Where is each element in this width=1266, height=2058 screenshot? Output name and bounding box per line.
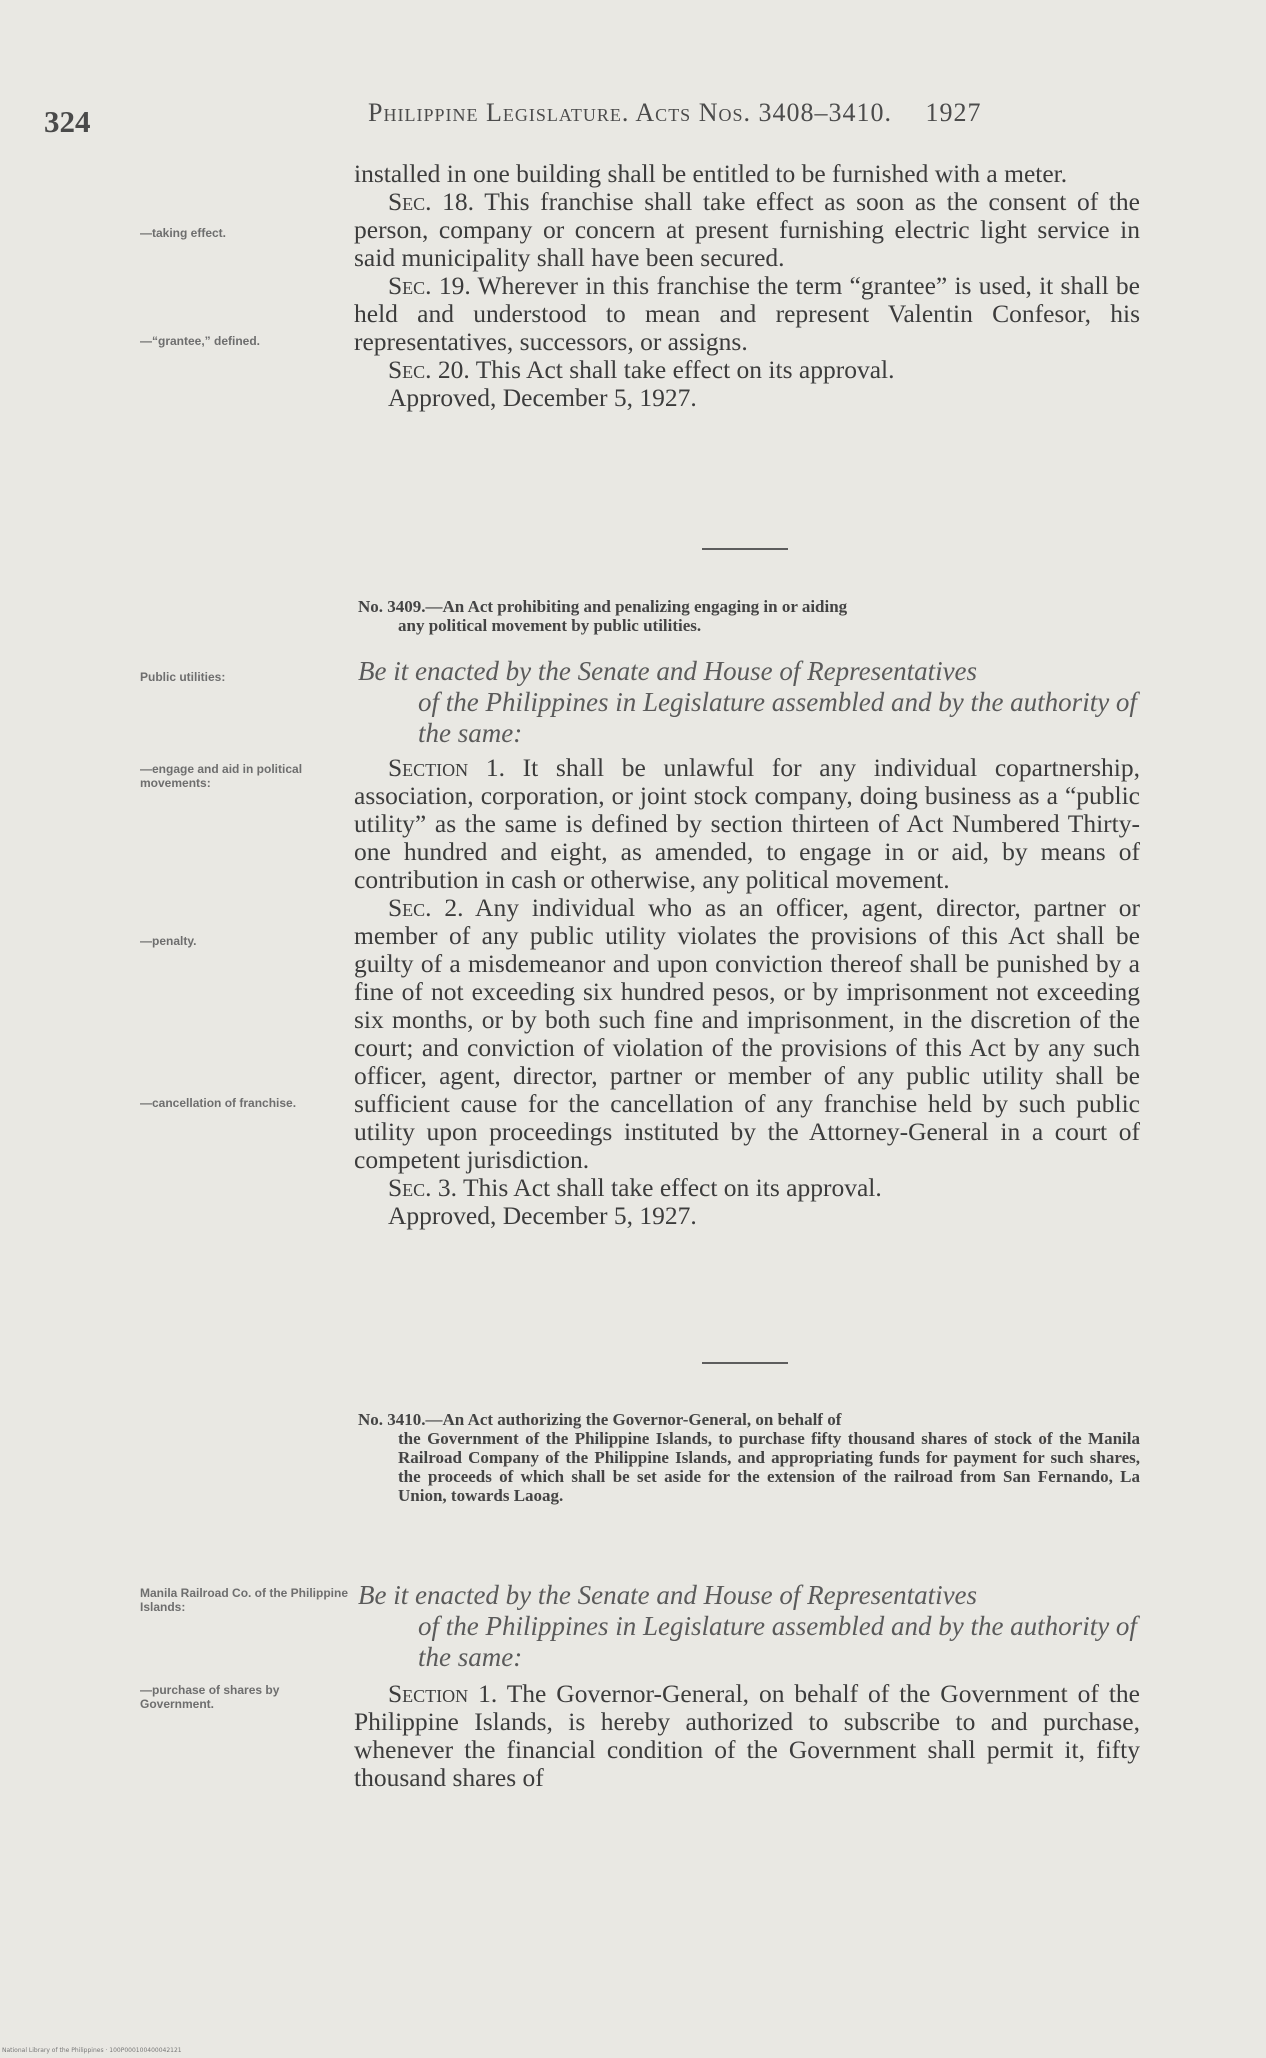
section-divider-1	[702, 548, 788, 550]
running-head-acts: Acts Nos. 3408–3410.	[635, 98, 892, 127]
margin-note-purchase-shares: —purchase of shares by Government.	[140, 1683, 280, 1711]
act-3410-enacting-rest: of the Philippines in Legislature assembled and by the authority of the same:	[418, 1611, 1137, 1672]
sec20-label: Sec. 20.	[388, 355, 470, 384]
act-3410-sec1-label: Section 1.	[388, 1679, 498, 1708]
act-3410-body	[354, 1680, 1140, 1792]
sec18-text: This franchise shall take effect as soon as the consent of the person, company or concern at present furnishing electric light service in said municipality shall have been secured.	[354, 187, 1140, 272]
margin-note-public-utilities: Public utilities:	[140, 670, 226, 684]
running-head	[368, 98, 1128, 128]
act-3409-sec1-text: It shall be unlawful for any individual copartnership, association, corporation, or joint stock company, doing business as a “public utility” as the same is defined by section thirteen of Act Numbered Thirty-one hundred and eight, as amended, to engage in or aid, by means of contribution in cash or otherwise, any political movement.	[354, 753, 1141, 894]
running-head-title: Philippine Legislature.	[368, 98, 630, 127]
act-3410-heading	[358, 1410, 1140, 1505]
margin-note-taking-effect: —taking effect.	[140, 226, 227, 240]
act-3409-enacting-clause	[358, 656, 1140, 749]
act-3410-heading-rest: the Government of the Philippine Islands, to purchase fifty thousand shares of stock of the Manila Railroad Company of the Philippine Islands, and appropriating funds for payment for such shares, the proceeds of which shall be set aside for the extension of the railroad from San Fernando, La Union, towards Laoag.	[398, 1429, 1140, 1505]
act-3410-enacting-first: Be it enacted by the Senate and House of Representatives	[358, 1580, 978, 1610]
section-divider-2	[702, 1362, 788, 1364]
sec20-text: This Act shall take effect on its approval.	[475, 355, 895, 384]
act-3409-sec2-text: Any individual who as an officer, agent, director, partner or member of any public utility violates the provisions of this Act shall be guilty of a misdemeanor and upon conviction thereof shall be punished by a fine of not exceeding six hundred pesos, or by imprisonment not exceeding six months, or by both such fine and imprisonment, in the discretion of the court; and conviction of violation of the provisions of this Act by any such officer, agent, director, partner or member of any public utility shall be sufficient cause for the cancellation of any franchise held by such public utility upon proceedings instituted by the Attorney-General in a court of competent jurisdiction.	[354, 893, 1141, 1174]
running-head-year: 1927	[925, 98, 982, 127]
act-3409-heading	[358, 597, 1140, 635]
act-3409-sec2	[354, 894, 1140, 1174]
margin-note-engage-aid: —engage and aid in political movements:	[140, 762, 303, 790]
act-3409-body	[354, 754, 1140, 1230]
act-3409-approved: Approved, December 5, 1927.	[388, 1201, 697, 1230]
act-3409-heading-rest: any political movement by public utilities.	[398, 616, 702, 635]
act-3409-sec2-label: Sec. 2.	[388, 893, 464, 922]
act-3408-sec19	[354, 272, 1140, 356]
sec18-label: Sec. 18.	[388, 187, 475, 216]
act-3409-enacting-first: Be it enacted by the Senate and House of Representatives	[358, 656, 978, 686]
act-3409-enacting-rest: of the Philippines in Legislature assembled and by the authority of the same:	[418, 687, 1137, 748]
margin-note-manila-railroad: Manila Railroad Co. of the Philippine Islands:	[140, 1586, 349, 1614]
act-3410-sec1-text: The Governor-General, on behalf of the Government of the Philippine Islands, is hereby authorized to subscribe to and purchase, whenever the financial condition of the Government shall permit it, fifty thousand shares of	[354, 1679, 1140, 1792]
act-3410-heading-first: No. 3410.—An Act authorizing the Governor-General, on behalf of	[358, 1410, 842, 1429]
act-3408-intro: installed in one building shall be entitled to be furnished with a meter.	[354, 159, 1068, 188]
margin-note-penalty: —penalty.	[140, 934, 197, 948]
sec19-text: Wherever in this franchise the term “grantee” is used, it shall be held and understood to mean and represent Valentin Confesor, his representatives, successors, or assigns.	[354, 271, 1141, 356]
act-3409-sec3-text: This Act shall take effect on its approval.	[462, 1173, 882, 1202]
margin-note-cancellation: —cancellation of franchise.	[140, 1096, 297, 1110]
act-3410-enacting-clause	[358, 1580, 1140, 1673]
sec19-label: Sec. 19.	[388, 271, 471, 300]
page-number: 324	[44, 104, 91, 139]
act-3408-continuation	[354, 160, 1140, 412]
scan-footer: National Library of the Philippines · 100P000100400042121	[2, 2047, 182, 2054]
act-3409-sec1	[354, 754, 1140, 894]
act-3409-heading-first: No. 3409.—An Act prohibiting and penalizing engaging in or aiding	[358, 597, 848, 616]
act-3408-sec18	[354, 188, 1140, 272]
margin-note-grantee-defined: —“grantee,” defined.	[140, 334, 261, 348]
act-3410-sec1	[354, 1680, 1140, 1792]
act-3408-sec20	[354, 356, 1140, 384]
act-3409-sec3	[354, 1174, 1140, 1202]
act-3408-approved: Approved, December 5, 1927.	[388, 383, 697, 412]
act-3409-sec3-label: Sec. 3.	[388, 1173, 458, 1202]
act-3409-sec1-label: Section 1.	[388, 753, 505, 782]
